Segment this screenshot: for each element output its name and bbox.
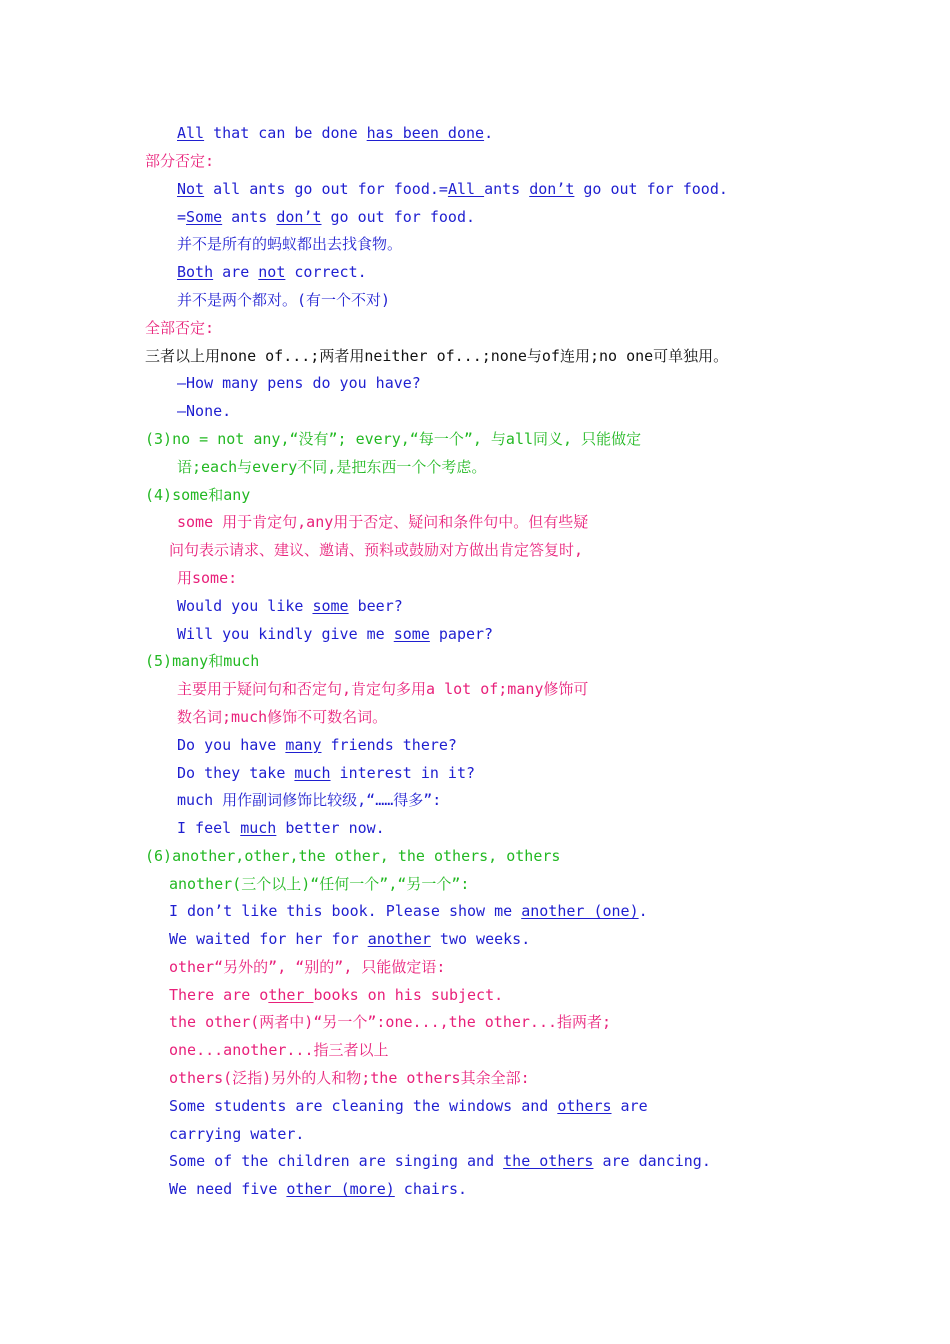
text-line-l14 <box>145 485 250 505</box>
text-segment: are dancing. <box>593 1152 711 1170</box>
text-line-l25 <box>177 790 441 810</box>
text-line-l29 <box>169 901 648 921</box>
text-segment: paper? <box>429 625 494 643</box>
text-line-l13 <box>177 457 486 477</box>
text-segment: 并不是两个都对。(有一个不对) <box>177 291 391 309</box>
text-segment: Would you like <box>177 597 313 615</box>
underlined-text: All <box>447 180 485 198</box>
text-segment: Do they take <box>177 764 295 782</box>
text-line-l2 <box>145 151 214 171</box>
text-line-l10 <box>177 373 421 393</box>
text-segment: go out for food. <box>321 208 476 226</box>
text-segment: 并不是所有的蚂蚁都出去找食物。 <box>177 235 403 253</box>
text-segment: . <box>638 902 648 920</box>
text-line-l3 <box>177 179 728 199</box>
text-segment: others(泛指)另外的人和物;the others其余全部: <box>169 1069 530 1087</box>
text-segment: 全部否定: <box>145 319 215 337</box>
text-line-l30 <box>169 929 530 949</box>
text-segment: books on his subject. <box>313 986 504 1004</box>
text-segment: We need five <box>169 1180 287 1198</box>
text-segment: Will you kindly give me <box>177 625 394 643</box>
underlined-text: ther <box>268 986 314 1004</box>
underlined-text: has been done <box>366 124 485 142</box>
text-segment: all ants go out for food.= <box>204 180 448 198</box>
text-segment: (4)some和any <box>145 486 251 504</box>
text-line-l18 <box>177 596 403 616</box>
text-segment: We waited for her for <box>169 930 368 948</box>
text-segment: friends there? <box>321 736 457 754</box>
text-segment: another(三个以上)“任何一个”,“另一个”: <box>169 875 470 893</box>
text-line-l16 <box>169 540 583 560</box>
text-line-l19 <box>177 624 493 644</box>
underlined-text: some <box>312 597 349 615</box>
text-segment: Do you have <box>177 736 286 754</box>
text-line-l31 <box>169 957 445 977</box>
text-segment: much 用作副词修饰比较级,“……得多”: <box>177 791 442 809</box>
text-segment: the other(两者中)“另一个”:one...,the other...指两者; <box>169 1013 612 1031</box>
text-segment: . <box>484 124 494 142</box>
text-segment: one...another...指三者以上 <box>169 1041 389 1059</box>
text-line-l23 <box>177 735 457 755</box>
text-line-l28 <box>169 874 469 894</box>
text-segment: ants <box>484 180 530 198</box>
text-segment: other“另外的”, “别的”, 只能做定语: <box>169 958 446 976</box>
text-segment: 部分否定: <box>145 152 215 170</box>
underlined-text: not <box>258 263 286 281</box>
text-segment: ants <box>222 208 277 226</box>
text-segment: (3)no = not any,“没有”; every,“每一个”, 与all同义, 只能做定 <box>145 430 642 448</box>
text-line-l20 <box>145 651 259 671</box>
text-line-l9 <box>145 346 728 366</box>
text-segment: Some students are cleaning the windows and <box>169 1097 558 1115</box>
underlined-text: another <box>367 930 431 948</box>
text-segment: = <box>177 208 187 226</box>
text-line-l21 <box>177 679 588 699</box>
text-segment: 主要用于疑问句和否定句,肯定句多用a lot of;many修饰可 <box>177 680 589 698</box>
text-line-l7 <box>177 290 390 310</box>
text-line-l8 <box>145 318 214 338</box>
text-segment: (6)another,other,the other, the others, others <box>145 847 561 865</box>
text-line-l33 <box>169 1012 611 1032</box>
underlined-text: don’t <box>276 208 322 226</box>
text-line-l12 <box>145 429 641 449</box>
text-line-l4 <box>177 207 475 227</box>
underlined-text: All <box>177 124 205 142</box>
text-line-l22 <box>177 707 387 727</box>
text-segment: better now. <box>276 819 385 837</box>
text-segment: —None. <box>177 402 232 420</box>
underlined-text: others <box>557 1097 612 1115</box>
text-segment: Some of the children are singing and <box>169 1152 504 1170</box>
underlined-text: many <box>285 736 322 754</box>
text-segment: two weeks. <box>430 930 531 948</box>
text-segment: I don’t like this book. Please show me <box>169 902 522 920</box>
text-line-l15 <box>177 512 588 532</box>
text-line-l5 <box>177 234 402 254</box>
underlined-text: Not <box>177 180 205 198</box>
text-line-l36 <box>169 1096 648 1116</box>
underlined-text: don’t <box>529 180 575 198</box>
text-segment: go out for food. <box>574 180 728 198</box>
text-line-l37 <box>169 1124 304 1144</box>
text-segment: 数名词;much修饰不可数名词。 <box>177 708 388 726</box>
text-segment: are <box>213 263 259 281</box>
underlined-text: other (more) <box>286 1180 395 1198</box>
text-line-l26 <box>177 818 385 838</box>
text-segment: are <box>611 1097 648 1115</box>
text-line-l38 <box>169 1151 711 1171</box>
text-line-l32 <box>169 985 503 1005</box>
text-segment: 语;each与every不同,是把东西一个个考虑。 <box>177 458 487 476</box>
underlined-text: Some <box>186 208 223 226</box>
text-segment: that can be done <box>204 124 367 142</box>
text-segment: —How many pens do you have? <box>177 374 421 392</box>
text-segment: chairs. <box>394 1180 468 1198</box>
text-line-l39 <box>169 1179 467 1199</box>
underlined-text: much <box>294 764 331 782</box>
text-segment: beer? <box>348 597 403 615</box>
underlined-text: Both <box>177 263 214 281</box>
text-line-l35 <box>169 1068 530 1088</box>
text-line-l11 <box>177 401 231 421</box>
text-line-l17 <box>177 568 237 588</box>
text-segment: correct. <box>285 263 367 281</box>
underlined-text: much <box>240 819 277 837</box>
text-line-l34 <box>169 1040 389 1060</box>
underlined-text: the others <box>503 1152 594 1170</box>
text-segment: interest in it? <box>330 764 476 782</box>
text-line-l27 <box>145 846 560 866</box>
text-segment: I feel <box>177 819 241 837</box>
underlined-text: some <box>393 625 430 643</box>
text-segment: 问句表示请求、建议、邀请、预料或鼓励对方做出肯定答复时, <box>169 541 584 559</box>
text-segment: carrying water. <box>169 1125 305 1143</box>
underlined-text: another (one) <box>521 902 639 920</box>
text-segment: (5)many和much <box>145 652 260 670</box>
text-segment: some 用于肯定句,any用于否定、疑问和条件句中。但有些疑 <box>177 513 589 531</box>
text-line-l1 <box>177 123 493 143</box>
text-segment: There are o <box>169 986 269 1004</box>
text-line-l24 <box>177 763 475 783</box>
text-segment: 用some: <box>177 569 238 587</box>
text-line-l6 <box>177 262 367 282</box>
text-segment: 三者以上用none of...;两者用neither of...;none与of连用;no one可单独用。 <box>145 347 729 365</box>
